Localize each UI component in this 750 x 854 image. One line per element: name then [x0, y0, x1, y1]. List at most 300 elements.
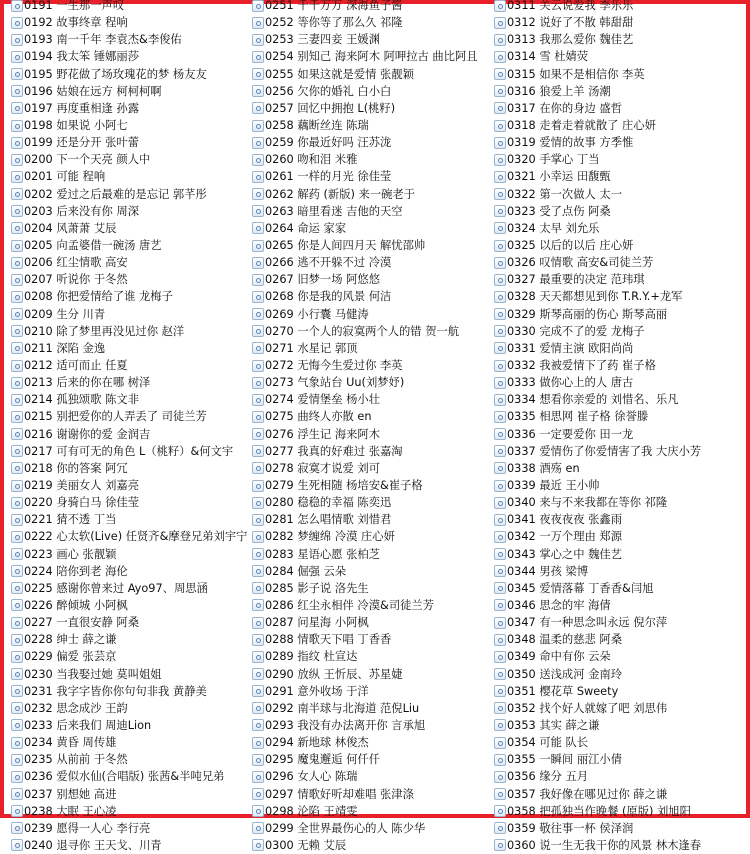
file-list-item[interactable] [494, 614, 746, 631]
song-title: 0219 美丽女人 刘嘉亮 [24, 479, 140, 492]
file-list-item[interactable] [494, 734, 746, 751]
file-list-item[interactable] [11, 203, 249, 220]
song-title: 0311 关云说爱我 李乐乐 [507, 0, 634, 13]
file-list-item[interactable] [494, 306, 746, 323]
audio-file-icon [252, 428, 264, 440]
song-title: 0253 三妻四妾 王媛渊 [265, 33, 381, 47]
song-title: 0295 魔鬼邂逅 何仟仟 [265, 753, 381, 767]
file-list-item[interactable] [494, 837, 746, 854]
song-title: 0201 可能 程响 [24, 170, 106, 184]
file-list-item[interactable] [11, 408, 249, 425]
song-title: 0265 你是人间四月天 解忧邵帅 [265, 239, 426, 253]
file-list-item[interactable] [494, 271, 746, 288]
song-title: 0345 爱情落幕 丁香香&闫旭 [507, 581, 654, 595]
song-title: 0206 红尘情歌 高安 [24, 256, 128, 270]
audio-file-icon [494, 497, 506, 509]
song-title: 0214 孤独颂歌 陈文非 [24, 393, 140, 407]
file-list-item[interactable] [11, 186, 249, 203]
song-title: 0347 有一种思念叫永远 倪尔萍 [507, 616, 668, 630]
file-list-item[interactable] [11, 597, 249, 614]
file-list-item[interactable] [11, 48, 249, 65]
file-list-item[interactable] [252, 803, 490, 820]
audio-file-icon [11, 531, 23, 543]
song-title: 0329 斯琴高丽的伤心 斯琴高丽 [507, 307, 668, 321]
song-title: 0217 可有可无的角色 L（桃籽）&何文宇 [24, 444, 234, 458]
file-list-item[interactable] [252, 683, 490, 700]
audio-file-icon [11, 51, 23, 63]
file-list-item[interactable] [11, 100, 249, 117]
file-list-item[interactable] [252, 408, 490, 425]
file-list-item[interactable] [252, 717, 490, 734]
file-list-item[interactable] [494, 151, 746, 168]
audio-file-icon [252, 839, 264, 851]
file-list-item[interactable] [494, 203, 746, 220]
file-list-item[interactable] [252, 563, 490, 580]
song-title: 0255 如果这就是爱情 张靓颖 [265, 67, 414, 81]
song-title: 0289 指纹 杜宣达 [265, 650, 358, 664]
file-list-item[interactable] [494, 546, 746, 563]
file-list-item[interactable] [252, 323, 490, 340]
file-list-item[interactable] [11, 837, 249, 854]
song-title: 0202 爱过之后最难的是忘记 郭芊彤 [24, 187, 207, 201]
file-list-item[interactable] [252, 751, 490, 768]
audio-file-icon [11, 257, 23, 269]
file-list-item[interactable] [11, 494, 249, 511]
file-list-item[interactable] [252, 306, 490, 323]
audio-file-icon [11, 685, 23, 697]
audio-file-icon [252, 171, 264, 183]
song-title: 0226 醉倾城 小阿枫 [24, 598, 128, 612]
audio-file-icon [11, 599, 23, 611]
song-title: 0275 曲终人亦散 en [265, 410, 372, 424]
audio-file-icon [11, 68, 23, 80]
audio-file-icon [494, 240, 506, 252]
audio-file-icon [252, 360, 264, 372]
song-title: 0239 愿得一人心 李行亮 [24, 821, 151, 835]
audio-file-icon [494, 257, 506, 269]
file-list-item[interactable] [11, 563, 249, 580]
file-list-item[interactable] [252, 580, 490, 597]
file-list-item[interactable] [494, 528, 746, 545]
song-title: 0294 新地球 林俊杰 [265, 736, 369, 750]
song-title: 0209 生分 川青 [24, 307, 106, 321]
audio-file-icon [494, 771, 506, 783]
file-list-item[interactable] [11, 665, 249, 682]
song-title: 0291 意外收场 于洋 [265, 684, 369, 698]
audio-file-icon [11, 342, 23, 354]
file-list-item[interactable] [494, 700, 746, 717]
audio-file-icon [252, 445, 264, 457]
audio-file-icon [252, 497, 264, 509]
file-list-item[interactable] [252, 631, 490, 648]
audio-file-icon [11, 411, 23, 423]
file-list-item[interactable] [494, 426, 746, 443]
file-list-item[interactable] [11, 700, 249, 717]
file-list-item[interactable] [11, 168, 249, 185]
file-list-item[interactable] [252, 614, 490, 631]
song-title: 0235 从前前 于冬然 [24, 753, 128, 767]
audio-file-icon [11, 360, 23, 372]
song-title: 0268 你是我的风景 何洁 [265, 290, 392, 304]
audio-file-icon [11, 788, 23, 800]
song-title: 0336 一定要爱你 田一龙 [507, 427, 634, 441]
file-list-item[interactable] [494, 717, 746, 734]
song-title: 0280 稳稳的幸福 陈奕迅 [265, 496, 392, 510]
audio-file-icon [494, 514, 506, 526]
audio-file-icon [494, 685, 506, 697]
audio-file-icon [11, 120, 23, 132]
song-title: 0194 我太笨 锤娜丽莎 [24, 50, 140, 64]
file-list-item[interactable] [252, 48, 490, 65]
file-list-item[interactable] [11, 271, 249, 288]
file-list-item[interactable] [11, 14, 249, 31]
file-list-item[interactable] [252, 477, 490, 494]
file-list-item[interactable] [11, 477, 249, 494]
file-list-item[interactable] [494, 665, 746, 682]
song-title: 0331 爱情主演 欧阳尚尚 [507, 341, 634, 355]
file-list-item[interactable] [252, 357, 490, 374]
song-title: 0299 全世界最伤心的人 陈少华 [265, 821, 426, 835]
file-list-item[interactable] [494, 117, 746, 134]
audio-file-icon [11, 325, 23, 337]
song-title: 0288 情歌天下唱 丁香香 [265, 633, 392, 647]
song-title: 0341 夜夜夜夜 张鑫雨 [507, 513, 623, 527]
song-title: 0215 别把爱你的人弄丢了 司徒兰芳 [24, 410, 207, 424]
song-title: 0208 你把爱情给了谁 龙梅子 [24, 290, 173, 304]
audio-file-icon [252, 325, 264, 337]
audio-file-icon [494, 325, 506, 337]
file-list-item[interactable] [494, 168, 746, 185]
file-list-item[interactable] [11, 134, 249, 151]
file-list-item[interactable] [11, 254, 249, 271]
file-list-item[interactable] [11, 528, 249, 545]
file-list-item[interactable] [494, 648, 746, 665]
file-list-item[interactable] [494, 83, 746, 100]
file-list-item[interactable] [494, 374, 746, 391]
file-list-item[interactable] [252, 665, 490, 682]
file-list-item[interactable] [252, 237, 490, 254]
file-list-item[interactable] [252, 391, 490, 408]
file-list-item[interactable] [252, 374, 490, 391]
song-title: 0273 气象站台 Uu(刘梦妤) [265, 376, 405, 390]
audio-file-icon [494, 702, 506, 714]
file-list-item[interactable] [11, 340, 249, 357]
file-list-item[interactable] [11, 220, 249, 237]
song-title: 0287 问星海 小阿枫 [265, 616, 369, 630]
audio-file-icon [252, 154, 264, 166]
audio-file-icon [494, 737, 506, 749]
audio-file-icon [11, 839, 23, 851]
file-list-item[interactable] [494, 785, 746, 802]
file-list-item[interactable] [494, 48, 746, 65]
song-title: 0196 姑娘在远方 柯柯柯啊 [24, 84, 162, 98]
file-list-item[interactable] [11, 734, 249, 751]
file-list-item[interactable] [494, 768, 746, 785]
file-list-item[interactable] [494, 803, 746, 820]
audio-file-icon [11, 137, 23, 149]
song-title: 0210 除了梦里再没见过你 赵洋 [24, 324, 185, 338]
file-list-item[interactable] [252, 597, 490, 614]
file-list-item[interactable] [252, 0, 490, 14]
audio-file-icon [252, 548, 264, 560]
audio-file-icon [252, 34, 264, 46]
song-title: 0222 心太软(Live) 任贤齐&摩登兄弟刘宇宁 [24, 530, 248, 544]
audio-file-icon [494, 17, 506, 29]
file-list-item[interactable] [11, 31, 249, 48]
file-list-item[interactable] [494, 580, 746, 597]
file-list-item[interactable] [252, 426, 490, 443]
song-title: 0315 如果不是相信你 李英 [507, 67, 645, 81]
audio-file-icon [11, 462, 23, 474]
file-list-item[interactable] [11, 683, 249, 700]
song-title: 0286 红尘永相伴 冷漠&司徒兰芳 [265, 598, 435, 612]
file-list-item[interactable] [494, 66, 746, 83]
song-title: 0203 后来没有你 周深 [24, 204, 140, 218]
file-list-item[interactable] [11, 288, 249, 305]
file-list-item[interactable] [252, 168, 490, 185]
file-list-item[interactable] [494, 237, 746, 254]
song-title: 0199 还是分开 张叶蕾 [24, 136, 140, 150]
file-list-item[interactable] [11, 374, 249, 391]
file-list-item[interactable] [11, 820, 249, 837]
file-list-item[interactable] [494, 254, 746, 271]
song-title: 0282 梦缠绵 冷漠 庄心妍 [265, 530, 395, 544]
file-list-item[interactable] [494, 751, 746, 768]
file-list-item[interactable] [252, 151, 490, 168]
song-title: 0257 回忆中拥抱 L(桃籽) [265, 101, 396, 115]
file-list-item[interactable] [494, 14, 746, 31]
audio-file-icon [494, 445, 506, 457]
file-list-item[interactable] [11, 323, 249, 340]
file-list-item[interactable] [494, 820, 746, 837]
file-list-item[interactable] [494, 220, 746, 237]
audio-file-icon [494, 565, 506, 577]
song-title: 0340 来与不来我都在等你 祁隆 [507, 496, 668, 510]
file-list-item[interactable] [11, 785, 249, 802]
file-list-item[interactable] [252, 134, 490, 151]
file-list-item[interactable] [252, 117, 490, 134]
audio-file-icon [494, 51, 506, 63]
file-list-item[interactable] [11, 391, 249, 408]
song-title: 0216 谢谢你的爱 金润吉 [24, 427, 151, 441]
file-list-item[interactable] [252, 820, 490, 837]
file-list-item[interactable] [11, 803, 249, 820]
song-title: 0359 敬往事一杯 侯泽润 [507, 821, 634, 835]
audio-file-icon [11, 85, 23, 97]
song-title: 0325 以后的以后 庄心妍 [507, 239, 634, 253]
file-list-item[interactable] [494, 631, 746, 648]
song-title: 0293 我没有办法离开你 言承旭 [265, 718, 426, 732]
file-list-item[interactable] [11, 717, 249, 734]
file-list-item[interactable] [252, 186, 490, 203]
song-title: 0318 走着走着就散了 庄心妍 [507, 119, 656, 133]
file-list-item[interactable] [11, 83, 249, 100]
file-list-item[interactable] [252, 528, 490, 545]
audio-file-icon [11, 222, 23, 234]
audio-file-icon [252, 291, 264, 303]
file-list-item[interactable] [11, 357, 249, 374]
song-title: 0322 第一次做人 太一 [507, 187, 623, 201]
file-list-item[interactable] [494, 100, 746, 117]
file-list-item[interactable] [252, 443, 490, 460]
file-list-item[interactable] [11, 631, 249, 648]
song-title: 0278 寂寞才说爱 刘可 [265, 461, 381, 475]
file-list-item[interactable] [494, 477, 746, 494]
audio-file-icon [11, 668, 23, 680]
audio-file-icon [11, 617, 23, 629]
file-list-item[interactable] [252, 100, 490, 117]
song-title: 0269 小行囊 马健涛 [265, 307, 369, 321]
audio-file-icon [252, 702, 264, 714]
file-list-item[interactable] [11, 511, 249, 528]
audio-file-icon [252, 822, 264, 834]
file-list-item[interactable] [11, 0, 249, 14]
file-list-item[interactable] [11, 66, 249, 83]
file-list-item[interactable] [494, 186, 746, 203]
song-title: 0264 命运 家家 [265, 221, 347, 235]
file-list-item[interactable] [11, 426, 249, 443]
audio-file-icon [494, 668, 506, 680]
file-list-item[interactable] [11, 443, 249, 460]
song-title: 0204 风萧萧 艾辰 [24, 221, 117, 235]
audio-file-icon [252, 68, 264, 80]
audio-file-icon [252, 514, 264, 526]
file-list-item[interactable] [494, 134, 746, 151]
file-list-item[interactable] [11, 237, 249, 254]
file-list-item[interactable] [252, 340, 490, 357]
file-list-item[interactable] [252, 734, 490, 751]
file-list-item[interactable] [494, 408, 746, 425]
audio-file-icon [252, 582, 264, 594]
file-list-item[interactable] [494, 357, 746, 374]
song-title: 0251 千千万万 深海鱼子酱 [265, 0, 403, 13]
file-list-item[interactable] [252, 288, 490, 305]
song-title: 0296 女人心 陈瑞 [265, 770, 358, 784]
audio-file-icon [494, 102, 506, 114]
song-title: 0352 找个好人就嫁了吧 刘思伟 [507, 701, 668, 715]
file-list-item[interactable] [11, 460, 249, 477]
audio-file-icon [11, 102, 23, 114]
file-list-item[interactable] [11, 768, 249, 785]
song-title: 0232 思念成沙 王韵 [24, 701, 128, 715]
song-title: 0258 藕断丝连 陈瑞 [265, 119, 369, 133]
song-title: 0223 画心 张靓颖 [24, 547, 117, 561]
audio-file-icon [11, 291, 23, 303]
song-title: 0229 偏爱 张芸京 [24, 650, 117, 664]
file-list-item[interactable] [252, 460, 490, 477]
file-list-item[interactable] [252, 494, 490, 511]
file-list-item[interactable] [252, 66, 490, 83]
file-list-item[interactable] [494, 460, 746, 477]
song-title: 0334 想看你亲爱的 刘惜名、乐凡 [507, 393, 679, 407]
file-list-item[interactable] [494, 340, 746, 357]
audio-file-icon [494, 68, 506, 80]
file-list-item[interactable] [252, 14, 490, 31]
file-list-item[interactable] [11, 117, 249, 134]
song-title: 0357 我好像在哪见过你 薛之谦 [507, 787, 668, 801]
file-list-item[interactable] [494, 0, 746, 14]
file-list-item[interactable] [494, 494, 746, 511]
audio-file-icon [494, 462, 506, 474]
file-list-item[interactable] [252, 83, 490, 100]
song-title: 0221 猜不透 丁当 [24, 513, 117, 527]
audio-file-icon [252, 462, 264, 474]
audio-file-icon [494, 222, 506, 234]
audio-file-icon [494, 394, 506, 406]
audio-file-icon [11, 702, 23, 714]
file-list-item[interactable] [252, 648, 490, 665]
file-list-item[interactable] [494, 443, 746, 460]
file-list-item[interactable] [494, 563, 746, 580]
file-list-item[interactable] [252, 220, 490, 237]
file-list-item[interactable] [494, 323, 746, 340]
file-list-item[interactable] [252, 203, 490, 220]
song-title: 0297 情歌好听却难唱 张津涤 [265, 787, 414, 801]
file-list-item[interactable] [252, 785, 490, 802]
audio-file-icon [252, 754, 264, 766]
song-title: 0227 一直很安静 阿桑 [24, 616, 140, 630]
file-list-item[interactable] [494, 511, 746, 528]
file-list-item[interactable] [252, 31, 490, 48]
file-list-item[interactable] [494, 391, 746, 408]
file-list-item[interactable] [252, 271, 490, 288]
file-list-item[interactable] [252, 511, 490, 528]
song-title: 0272 无悔今生爱过你 李英 [265, 359, 403, 373]
song-title: 0326 叹情歌 高安&司徒兰芳 [507, 256, 654, 270]
audio-file-icon [11, 154, 23, 166]
audio-file-icon [252, 240, 264, 252]
song-title: 0220 身骑白马 徐佳莹 [24, 496, 140, 510]
file-list-item[interactable] [494, 597, 746, 614]
file-list-item[interactable] [11, 614, 249, 631]
audio-file-icon [11, 497, 23, 509]
file-list-item[interactable] [11, 580, 249, 597]
audio-file-icon [494, 85, 506, 97]
file-list-item[interactable] [252, 700, 490, 717]
file-list-item[interactable] [252, 546, 490, 563]
song-title: 0285 影子说 洛先生 [265, 581, 369, 595]
file-list-item[interactable] [11, 151, 249, 168]
song-title: 0332 我被爱情下了药 崔子格 [507, 359, 656, 373]
song-title: 0240 退寻你 王天戈、川青 [24, 838, 162, 852]
audio-file-icon [11, 308, 23, 320]
file-list-item[interactable] [494, 31, 746, 48]
audio-file-icon [252, 599, 264, 611]
file-list-item[interactable] [252, 254, 490, 271]
file-list-item[interactable] [252, 768, 490, 785]
file-list-item[interactable] [11, 546, 249, 563]
file-list-item[interactable] [494, 683, 746, 700]
song-title: 0212 适可而止 任夏 [24, 359, 128, 373]
song-title: 0237 别想她 高进 [24, 787, 117, 801]
file-list-item[interactable] [252, 837, 490, 854]
audio-file-icon [494, 308, 506, 320]
audio-file-icon [11, 274, 23, 286]
file-list-item[interactable] [11, 751, 249, 768]
audio-file-icon [252, 308, 264, 320]
audio-file-icon [494, 120, 506, 132]
song-title: 0335 相思网 崔子格 徐誉滕 [507, 410, 649, 424]
song-title: 0271 水星记 郭顶 [265, 341, 358, 355]
file-list-item[interactable] [494, 288, 746, 305]
song-title: 0317 在你的身边 盛哲 [507, 101, 623, 115]
audio-file-icon [252, 480, 264, 492]
file-list-item[interactable] [11, 306, 249, 323]
audio-file-icon [252, 188, 264, 200]
song-list-column-2 [252, 0, 490, 854]
file-list-item[interactable] [11, 648, 249, 665]
song-title: 0353 其实 薛之谦 [507, 718, 600, 732]
